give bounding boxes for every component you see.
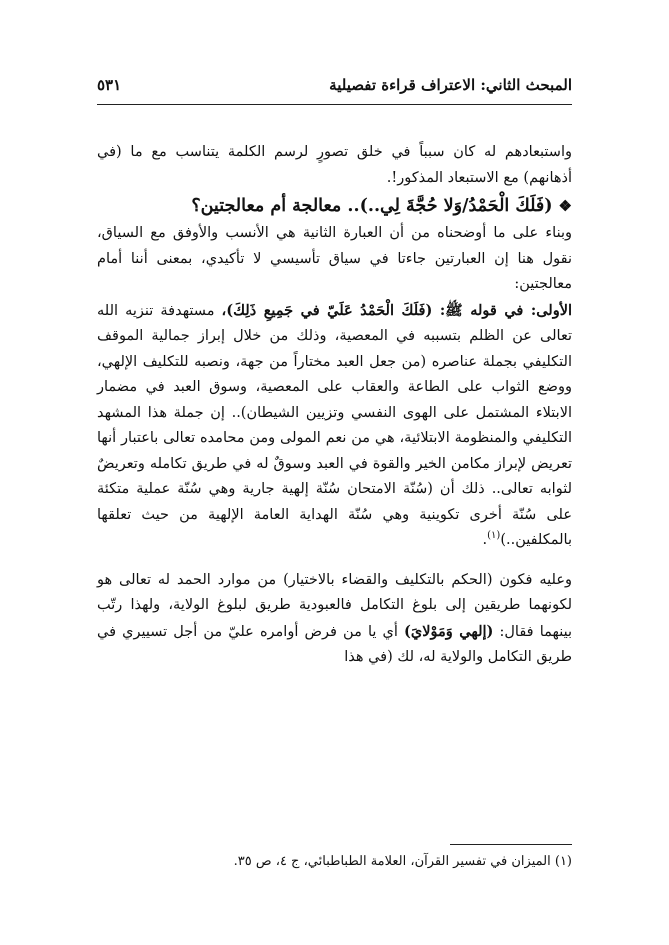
- paragraph-3-lead: الأولى: في قوله ﷺ: (فَلَكَ الْحَمْدُ عَلَيّ في جَمِيعِ ذَلِكَ)،: [221, 301, 573, 319]
- paragraph-2: وبناء على ما أوضحناه من أن العبارة الثانية هي الأنسب والأوفق مع السياق، نقول هنا إن العبارتين جاءتا في سياق تأسيسي لا تأكيدي، بمعنى أننا أمام معالجتين:: [97, 225, 572, 292]
- section-heading-text: (فَلَكَ الْحَمْدُ/وَلا حُجَّةَ لِي..).. معالجة أم معالجتين؟: [191, 196, 553, 216]
- footnote-reference[interactable]: (١): [487, 530, 501, 542]
- paragraph-4: [97, 568, 572, 671]
- footnote: (١) الميزان في تفسير القرآن، العلامة الطباطبائي، ج ٤، ص ٣٥.: [233, 854, 572, 869]
- paragraph-4-start: وعليه فكون (الحكم بالتكليف والقضاء بالاختيار) من موارد الحمد له تعالى هو لكونهما طريقين إلى بلوغ التكامل فالعبودية طريق لبلوغ الولاية، ولهذا رتّب بينهما فقال:: [97, 571, 572, 640]
- chapter-title: المبحث الثاني: الاعتراف قراءة تفصيلية: [329, 76, 572, 94]
- page-number: ٥٣١: [97, 76, 122, 94]
- paragraph-1: واستبعادهم له كان سبباً في خلق تصورٍ لرسم الكلمة يتناسب مع ما (في أذهانهم) مع الاستبعاد المذكور!.: [97, 144, 572, 186]
- main-text: [97, 140, 572, 671]
- diamond-bullet-icon: ❖: [558, 197, 572, 215]
- paragraph-3-text: مستهدفة تنزيه الله تعالى عن الظلم بتسببه في المعصية، وذلك من خلال إبراز جمالية الموقف التكليفي بجملة عناصره (من جعل العبد مختاراً من جهة، ونصبه للتكليف الإلهي، ووضع الثواب على الطاعة والعقاب على المعصية، وسوق العبد في مضمار الابتلاء المشتمل على الهوى النفسي وتزيين الشيطان).. إن جملة هذا المشهد التكليفي والمنظومة الابتلائية، هي من نعم المولى ومن محامده تعالى باعتبار أنها تعريض لإبراز مكامن الخير والقوة في العبد وسوقٌ له في طريق تكامله وتعريضٌ لثوابه تعالى.. ذلك أن (سُنّة الامتحان سُنّة إلهية جارية وهي سُنّة عملية متكئة على سُنّة أخرى تكوينية وهي سُنّة الهداية العامة الإلهية من حيث تعلقها بالمكلفين..): [97, 302, 572, 548]
- section-heading: [97, 191, 572, 221]
- footnote-separator: [450, 844, 572, 845]
- paragraph-3: الأولى: في قوله ﷺ: (فَلَكَ الْحَمْدُ عَلَيّ في جَمِيعِ ذَلِكَ)، مستهدفة تنزيه الله تعالى عن الظلم بتسببه في المعصية، وذلك من خلال إبراز جمالية الموقف التكليفي بجملة عناصره (من جعل العبد مختاراً من جهة، ونصبه للتكليف الإلهي، ووضع الثواب على الطاعة والعقاب على المعصية، وسوق العبد في مضمار الابتلاء المشتمل على الهوى النفسي وتزيين الشيطان).. إن جملة هذا المشهد التكليفي والمنظومة الابتلائية، هي من نعم المولى ومن محامده تعالى باعتبار أنها تعريض لإبراز مكامن الخير والقوة في العبد وسوقٌ له في طريق تكامله وتعريضٌ لثوابه تعالى.. ذلك أن (سُنّة الامتحان سُنّة إلهية جارية وهي سُنّة عملية متكئة على سُنّة أخرى تكوينية وهي سُنّة الهداية العامة الإلهية من حيث تعلقها بالمكلفين..)$^{(١)}$.: [97, 301, 573, 548]
- running-header: [97, 70, 572, 105]
- paragraph-4-end: أي يا من فرض أوامره عليّ من أجل تسييري في طريق التكامل والولاية له، لك (في هذا: [97, 623, 572, 665]
- paragraph-4-quote: (إلهي وَمَوْلايَ): [404, 622, 494, 640]
